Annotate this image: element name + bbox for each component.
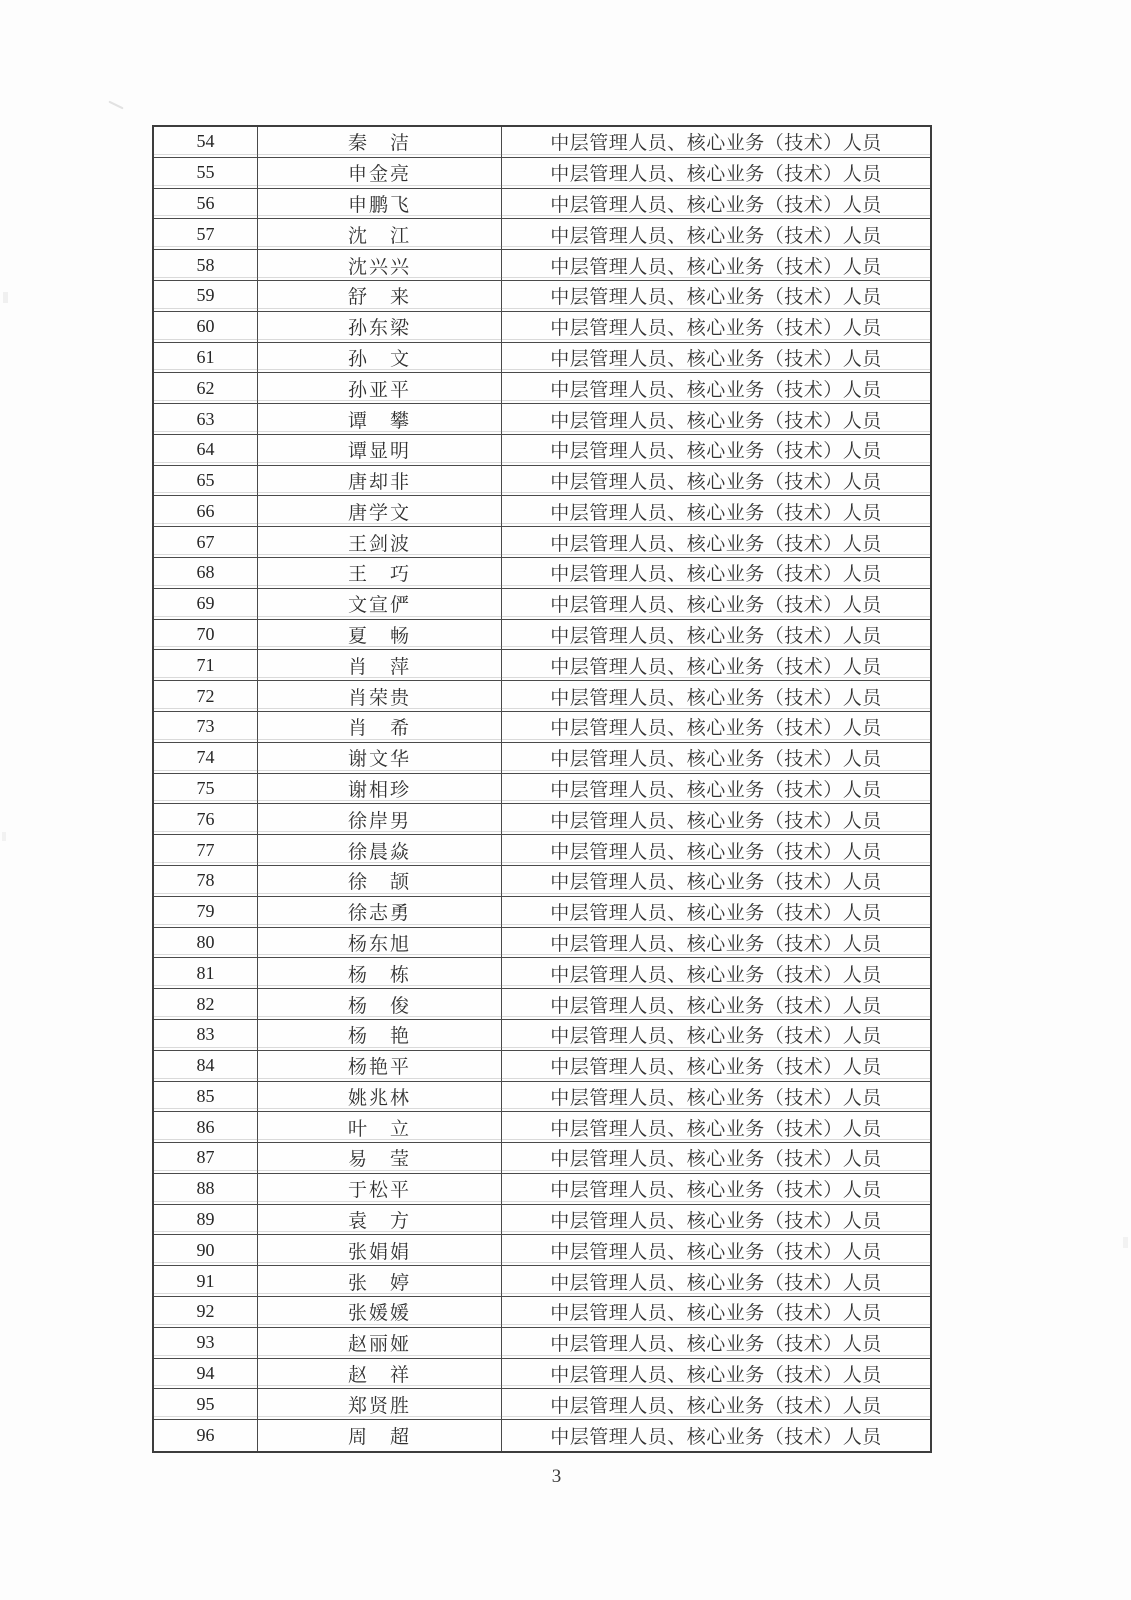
name-cell: 谭 攀 (258, 404, 502, 434)
row-number-cell: 90 (154, 1235, 258, 1265)
table-row (154, 158, 930, 189)
table-row (154, 435, 930, 466)
row-number-cell: 55 (154, 158, 258, 188)
table-row (154, 928, 930, 959)
category-cell: 中层管理人员、核心业务（技术）人员 (550, 1395, 882, 1417)
scan-speck (3, 292, 8, 303)
category-cell: 中层管理人员、核心业务（技术）人员 (550, 194, 882, 216)
category-cell: 中层管理人员、核心业务（技术）人员 (550, 164, 882, 186)
table-row (154, 1174, 930, 1205)
name-cell: 杨 艳 (258, 1020, 502, 1050)
row-number-cell: 62 (154, 373, 258, 403)
name-cell: 易 莹 (258, 1143, 502, 1173)
scan-speck (2, 832, 6, 841)
category-cell: 中层管理人员、核心业务（技术）人员 (550, 564, 882, 586)
name-cell: 孙东梁 (258, 312, 502, 342)
name-cell: 徐志勇 (258, 897, 502, 927)
name-cell: 肖 希 (258, 712, 502, 742)
name-cell: 沈兴兴 (258, 250, 502, 280)
category-cell: 中层管理人员、核心业务（技术）人员 (550, 410, 882, 432)
row-number-cell: 56 (154, 189, 258, 219)
category-cell: 中层管理人员、核心业务（技术）人员 (550, 1365, 882, 1387)
table-row (154, 1297, 930, 1328)
table-row (154, 1205, 930, 1236)
name-cell: 杨 俊 (258, 989, 502, 1019)
table-row (154, 897, 930, 928)
scan-speck (1123, 1237, 1128, 1248)
name-cell: 张娟娟 (258, 1235, 502, 1265)
row-number-cell: 86 (154, 1112, 258, 1142)
name-cell: 唐却非 (258, 466, 502, 496)
table-row (154, 527, 930, 558)
name-cell: 姚兆林 (258, 1082, 502, 1112)
category-cell: 中层管理人员、核心业务（技术）人员 (550, 656, 882, 678)
name-cell: 肖 萍 (258, 650, 502, 680)
name-cell: 张媛媛 (258, 1297, 502, 1327)
name-cell: 谭显明 (258, 435, 502, 465)
category-cell: 中层管理人员、核心业务（技术）人员 (550, 472, 882, 494)
row-number-cell: 63 (154, 404, 258, 434)
table-row (154, 1020, 930, 1051)
category-cell: 中层管理人员、核心业务（技术）人员 (550, 441, 882, 463)
category-cell: 中层管理人员、核心业务（技术）人员 (550, 502, 882, 524)
row-number-cell: 58 (154, 250, 258, 280)
row-number-cell: 81 (154, 958, 258, 988)
name-cell: 叶 立 (258, 1112, 502, 1142)
table-row (154, 1266, 930, 1297)
table-row (154, 466, 930, 497)
table-row (154, 250, 930, 281)
name-cell: 于松平 (258, 1174, 502, 1204)
category-cell: 中层管理人员、核心业务（技术）人员 (550, 995, 882, 1017)
row-number-cell: 71 (154, 650, 258, 680)
category-cell: 中层管理人员、核心业务（技术）人员 (550, 225, 882, 247)
category-cell: 中层管理人员、核心业务（技术）人员 (550, 841, 882, 863)
row-number-cell: 88 (154, 1174, 258, 1204)
row-number-cell: 57 (154, 219, 258, 249)
name-cell: 赵丽娅 (258, 1328, 502, 1358)
category-cell: 中层管理人员、核心业务（技术）人员 (550, 687, 882, 709)
category-cell: 中层管理人员、核心业务（技术）人员 (550, 1026, 882, 1048)
row-number-cell: 89 (154, 1205, 258, 1235)
name-cell: 谢文华 (258, 743, 502, 773)
table-row (154, 1143, 930, 1174)
table-row (154, 989, 930, 1020)
table-row (154, 958, 930, 989)
category-cell: 中层管理人员、核心业务（技术）人员 (550, 779, 882, 801)
name-cell: 赵 祥 (258, 1359, 502, 1389)
category-cell: 中层管理人员、核心业务（技术）人员 (550, 718, 882, 740)
table-row (154, 1389, 930, 1420)
category-cell: 中层管理人员、核心业务（技术）人员 (550, 1272, 882, 1294)
table-row (154, 620, 930, 651)
table-row (154, 189, 930, 220)
row-number-cell: 65 (154, 466, 258, 496)
category-cell: 中层管理人员、核心业务（技术）人员 (550, 1241, 882, 1263)
name-cell: 郑贤胜 (258, 1389, 502, 1419)
name-cell: 舒 来 (258, 281, 502, 311)
row-number-cell: 80 (154, 928, 258, 958)
table-row (154, 774, 930, 805)
table-row (154, 496, 930, 527)
personnel-roster-table (152, 125, 932, 1453)
table-row (154, 1082, 930, 1113)
row-number-cell: 93 (154, 1328, 258, 1358)
name-cell: 徐岸男 (258, 804, 502, 834)
name-cell: 王 巧 (258, 558, 502, 588)
category-cell: 中层管理人员、核心业务（技术）人员 (550, 1087, 882, 1109)
scan-smudge (108, 101, 123, 110)
table-row (154, 1235, 930, 1266)
row-number-cell: 82 (154, 989, 258, 1019)
category-cell: 中层管理人员、核心业务（技术）人员 (550, 287, 882, 309)
name-cell: 申鹏飞 (258, 189, 502, 219)
table-row (154, 804, 930, 835)
table-row (154, 681, 930, 712)
name-cell: 沈 江 (258, 219, 502, 249)
category-cell: 中层管理人员、核心业务（技术）人员 (550, 379, 882, 401)
category-cell: 中层管理人员、核心业务（技术）人员 (550, 1334, 882, 1356)
name-cell: 夏 畅 (258, 620, 502, 650)
row-number-cell: 77 (154, 835, 258, 865)
row-number-cell: 64 (154, 435, 258, 465)
name-cell: 张 婷 (258, 1266, 502, 1296)
name-cell: 杨艳平 (258, 1051, 502, 1081)
row-number-cell: 72 (154, 681, 258, 711)
name-cell: 杨 栋 (258, 958, 502, 988)
row-number-cell: 87 (154, 1143, 258, 1173)
name-cell: 孙 文 (258, 343, 502, 373)
row-number-cell: 73 (154, 712, 258, 742)
category-cell: 中层管理人员、核心业务（技术）人员 (550, 1180, 882, 1202)
row-number-cell: 75 (154, 774, 258, 804)
category-cell: 中层管理人员、核心业务（技术）人员 (550, 964, 882, 986)
name-cell: 周 超 (258, 1420, 502, 1451)
category-cell: 中层管理人员、核心业务（技术）人员 (550, 1057, 882, 1079)
row-number-cell: 66 (154, 496, 258, 526)
name-cell: 唐学文 (258, 496, 502, 526)
category-cell: 中层管理人员、核心业务（技术）人员 (550, 903, 882, 925)
table-row (154, 281, 930, 312)
row-number-cell: 69 (154, 589, 258, 619)
category-cell: 中层管理人员、核心业务（技术）人员 (550, 810, 882, 832)
name-cell: 杨东旭 (258, 928, 502, 958)
category-cell: 中层管理人员、核心业务（技术）人员 (550, 256, 882, 278)
name-cell: 徐 颉 (258, 866, 502, 896)
category-cell: 中层管理人员、核心业务（技术）人员 (550, 1303, 882, 1325)
table-row (154, 1328, 930, 1359)
row-number-cell: 54 (154, 127, 258, 157)
row-number-cell: 60 (154, 312, 258, 342)
category-cell: 中层管理人员、核心业务（技术）人员 (550, 1211, 882, 1233)
name-cell: 徐晨焱 (258, 835, 502, 865)
row-number-cell: 67 (154, 527, 258, 557)
name-cell: 秦 洁 (258, 127, 502, 157)
category-cell: 中层管理人员、核心业务（技术）人员 (550, 1118, 882, 1140)
name-cell: 申金亮 (258, 158, 502, 188)
table-row (154, 312, 930, 343)
table-row (154, 1051, 930, 1082)
category-cell: 中层管理人员、核心业务（技术）人员 (550, 533, 882, 555)
table-row (154, 219, 930, 250)
table-row (154, 712, 930, 743)
name-cell: 袁 方 (258, 1205, 502, 1235)
table-row (154, 743, 930, 774)
category-cell: 中层管理人员、核心业务（技术）人员 (550, 133, 882, 155)
table-row (154, 127, 930, 158)
category-cell: 中层管理人员、核心业务（技术）人员 (550, 318, 882, 340)
category-cell: 中层管理人员、核心业务（技术）人员 (550, 595, 882, 617)
row-number-cell: 92 (154, 1297, 258, 1327)
table-row (154, 866, 930, 897)
row-number-cell: 91 (154, 1266, 258, 1296)
name-cell: 文宣俨 (258, 589, 502, 619)
category-cell: 中层管理人员、核心业务（技术）人员 (550, 872, 882, 894)
category-cell: 中层管理人员、核心业务（技术）人员 (550, 933, 882, 955)
category-cell: 中层管理人员、核心业务（技术）人员 (550, 348, 882, 370)
page-number: 3 (551, 1466, 562, 1487)
table-row (154, 1112, 930, 1143)
row-number-cell: 94 (154, 1359, 258, 1389)
name-cell: 肖荣贵 (258, 681, 502, 711)
row-number-cell: 61 (154, 343, 258, 373)
row-number-cell: 84 (154, 1051, 258, 1081)
table-row (154, 373, 930, 404)
row-number-cell: 96 (154, 1420, 258, 1451)
row-number-cell: 70 (154, 620, 258, 650)
table-row (154, 650, 930, 681)
category-cell: 中层管理人员、核心业务（技术）人员 (550, 1427, 882, 1449)
table-row (154, 1420, 930, 1451)
table-row (154, 1359, 930, 1390)
row-number-cell: 59 (154, 281, 258, 311)
row-number-cell: 95 (154, 1389, 258, 1419)
table-row (154, 558, 930, 589)
name-cell: 谢相珍 (258, 774, 502, 804)
row-number-cell: 85 (154, 1082, 258, 1112)
name-cell: 王剑波 (258, 527, 502, 557)
table-row (154, 589, 930, 620)
category-cell: 中层管理人员、核心业务（技术）人员 (550, 1149, 882, 1171)
row-number-cell: 76 (154, 804, 258, 834)
category-cell: 中层管理人员、核心业务（技术）人员 (550, 626, 882, 648)
row-number-cell: 78 (154, 866, 258, 896)
table-row (154, 343, 930, 374)
name-cell: 孙亚平 (258, 373, 502, 403)
table-row (154, 404, 930, 435)
row-number-cell: 83 (154, 1020, 258, 1050)
row-number-cell: 68 (154, 558, 258, 588)
table-row (154, 835, 930, 866)
category-cell: 中层管理人员、核心业务（技术）人员 (550, 749, 882, 771)
row-number-cell: 79 (154, 897, 258, 927)
row-number-cell: 74 (154, 743, 258, 773)
